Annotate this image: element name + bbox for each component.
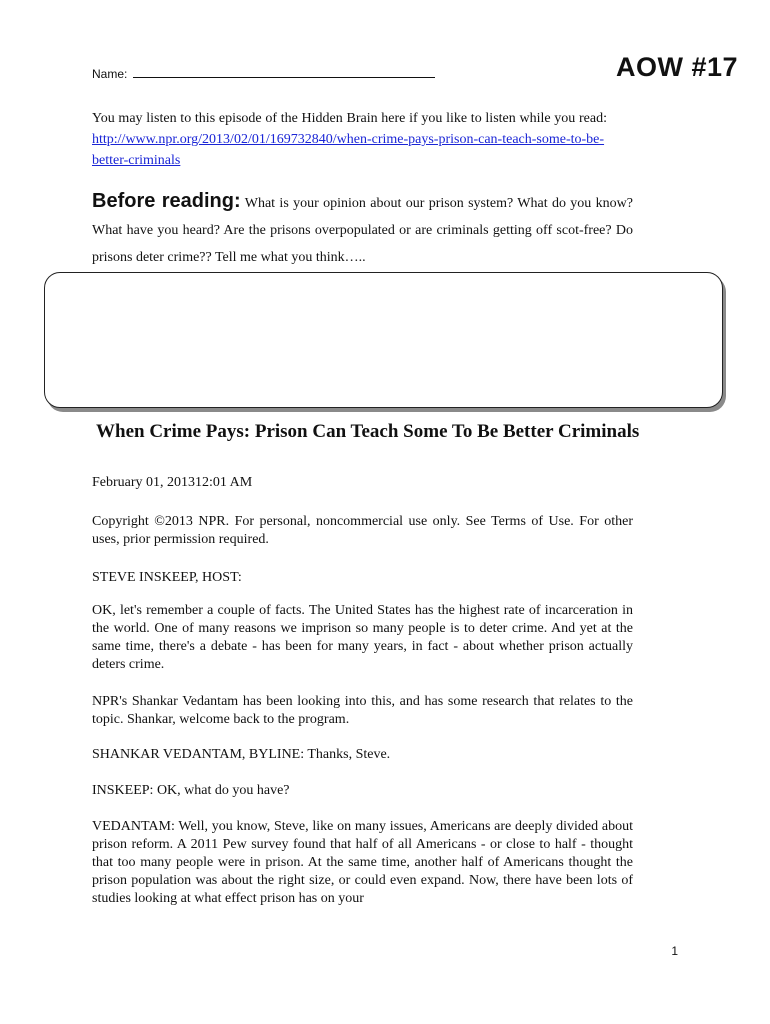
speaker-host: STEVE INSKEEP, HOST: bbox=[92, 570, 242, 585]
article-paragraph: OK, let's remember a couple of facts. The United States has the highest rate of incarceration in the world. One of many reasons we imprison so many people is to deter crime. And yet at the same time, there's a debate - has been for many years, in fact - about whether prison actually deters crime. bbox=[92, 603, 633, 672]
answer-box[interactable] bbox=[44, 272, 723, 408]
article-paragraph: INSKEEP: OK, what do you have? bbox=[92, 783, 290, 798]
intro-text: You may listen to this episode of the Hidden Brain here if you like to listen while you read: bbox=[92, 111, 607, 126]
name-field-row bbox=[92, 67, 435, 81]
assignment-badge: AOW #17 bbox=[615, 52, 738, 82]
article-date: February 01, 201312:01 AM bbox=[92, 475, 253, 490]
before-reading-label: Before reading: bbox=[92, 190, 241, 212]
intro-paragraph bbox=[92, 108, 633, 171]
episode-link[interactable]: http://www.npr.org/2013/02/01/169732840/when-crime-pays-prison-can-teach-some-to-be-better-criminals bbox=[92, 132, 605, 168]
before-reading-section bbox=[92, 188, 633, 271]
article-title: When Crime Pays: Prison Can Teach Some To Be Better Criminals bbox=[96, 421, 640, 442]
article-copyright: Copyright ©2013 NPR. For personal, noncommercial use only. See Terms of Use. For other uses, prior permission required. bbox=[92, 514, 633, 547]
name-label: Name: bbox=[92, 67, 131, 81]
article-paragraph: NPR's Shankar Vedantam has been looking into this, and has some research that relates to the topic. Shankar, welcome back to the program. bbox=[92, 694, 633, 727]
name-blank-line[interactable] bbox=[133, 67, 435, 78]
page-number: 1 bbox=[671, 944, 678, 958]
article-paragraph: SHANKAR VEDANTAM, BYLINE: Thanks, Steve. bbox=[92, 747, 391, 762]
before-reading-prompt: What is your opinion about our prison system? What do you know? What have you heard? Are the prisons overpopulated or are criminals getting off scot-free? Do prisons deter crime?? Tell me what you think….. bbox=[92, 196, 633, 265]
article-paragraph: VEDANTAM: Well, you know, Steve, like on many issues, Americans are deeply divided about prison reform. A 2011 Pew survey found that half of all Americans - or close to half - thought that too many people were in prison. At the same time, another half of Americans thought the prison population was about the right size, or could even expand. Now, there have been lots of studies looking at what effect prison has on your bbox=[92, 819, 633, 906]
